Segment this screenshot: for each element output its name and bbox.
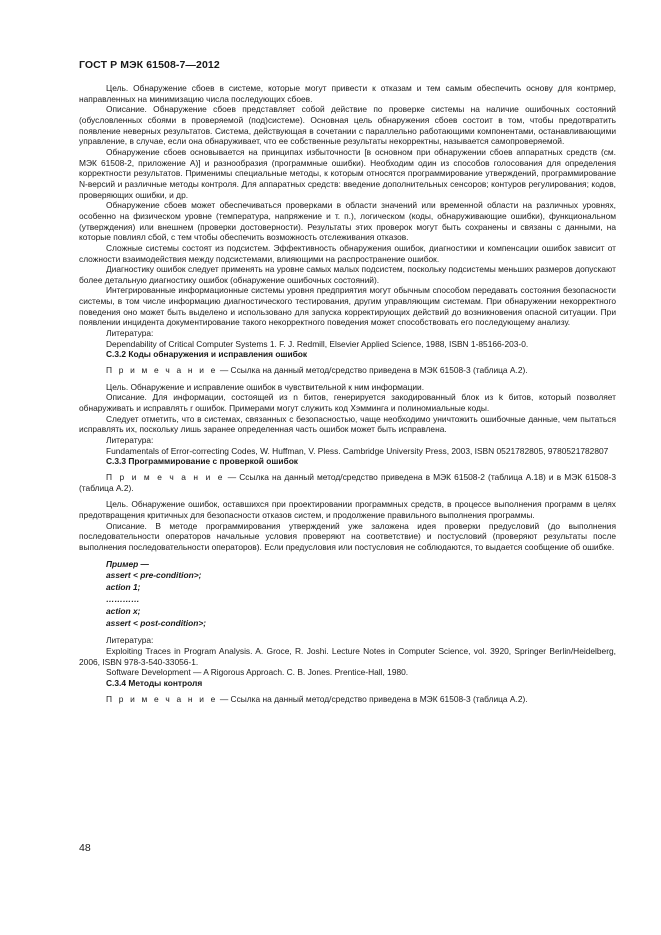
literature-label: Литература: [106, 435, 154, 445]
note-text: — Ссылка на данный метод/средство приведена в МЭК 61508-3 (таблица А.2). [217, 693, 528, 704]
reference: Software Development — A Rigorous Approach. C. B. Jones. Prentice-Hall, 1980. [106, 667, 409, 678]
note-c33 [79, 472, 616, 493]
paragraph: Описание. Для информации, состоящей из n битов, генерируется закодированный блок из k битов, который позволяет обнаруживать и исправлять r ошибок. Примерами могут служить код Хэмминга и полиномиальные коды. [79, 392, 616, 414]
reference: Exploiting Traces in Program Analysis. A. Groce, R. Joshi. Lecture Notes in Computer Science, vol. 3920, Springer Berlin/Heidelberg, 2006, ISBN 978-3-540-33056-1. [79, 646, 616, 667]
paragraph: Обнаружение сбоев может обеспечиваться проверками в области значений или временной области на различных уровнях, особенно на физическом уровне (температура, напряжение и т. п.), логическом (коды, обнаруживающие ошибки), функциональном (утверждения) или внешнем (проверки достоверности). Результаты этих проверок могут быть сохранены и связаны с данными, на которые повлиял сбой, с тем чтобы обеспечить возможность отслеживания отказов. [79, 200, 616, 243]
literature-label: Литература: [106, 635, 154, 646]
paragraph: Описание. В методе программирования утверждений уже заложена идея проверки предусловий (до выполнения последовательности операторов начальные условия проверяют на соответствие) и постусловий (проверяют результаты после выполнения последовательности операторов). Если предусловия или постусловия не соблюдаются, то выдается сообщение об ошибке. [79, 520, 616, 552]
section-heading-c34: С.3.4 Методы контроля [106, 677, 203, 688]
document-header: ГОСТ Р МЭК 61508-7—2012 [79, 59, 220, 71]
paragraph: Обнаружение сбоев основывается на принципах избыточности [в основном при обнаружении сбоев аппаратных средств (см. МЭК 61508-2, приложение А)] и разнообразия (программные ошибки). Необходим один из способов голосования для определения корректности результатов. Применимы специальные методы, к которым относятся программирование утверждений, программирование N-версий и различные методы контроля. Для аппаратных средств: введение дополнительных сенсоров; контуров регулирования; кодов, проверяющих ошибки, и др. [79, 146, 616, 200]
note-label: П р и м е ч а н и е [106, 693, 218, 704]
code-line: assert < post-condition>; [106, 617, 207, 628]
paragraph: Следует отметить, что в системах, связанных с безопасностью, чаще необходимо уничтожить ошибочные данные, чем пытаться исправлять их, поскольку лишь заранее определенная часть ошибок может быть исправлена. [79, 413, 616, 435]
note-c32 [79, 365, 616, 376]
note-c34 [79, 694, 616, 705]
code-line: assert < pre-condition>; [106, 570, 202, 581]
paragraph: Цель. Обнаружение и исправление ошибок в чувствительной к ним информации. [106, 381, 425, 392]
literature-label: Литература: [106, 328, 154, 339]
note-text: — Ссылка на данный метод/средство приведена в МЭК 61508-2 (таблица А.18) и в МЭК 61508-3 (таблица А.2). [79, 471, 617, 493]
paragraph: Диагностику ошибок следует применять на уровне самых малых подсистем, поскольку подсистемы меньших размеров допускают более детальную диагностику ошибок (обнаружение ошибочных состояний). [79, 264, 616, 285]
note-label: П р и м е ч а н и е [106, 471, 225, 482]
note-label: П р и м е ч а н и е [106, 365, 218, 376]
paragraph: Описание. Обнаружение сбоев представляет собой действие по проверке системы на наличие ошибочных состояний (обусловленных сбоями в проверяемой (под)системе). Основная цель обнаружения сбоев состоит в том, чтобы предотвратить появление неверных результатов. Система, действующая в сочетании с параллельно работающими компонентами, останавливающими управление, в случае, если она обнаруживает, что ее собственные результаты некорректны, называется самопроверяемой. [79, 104, 616, 147]
paragraph: Интегрированные информационные системы уровня предприятия могут обычным способом передавать состояния безопасности системы, в том числе информацию диагностического тестирования, другим управляющим системам. При обнаружении некорректного поведения оно может быть выделено и использовано для запуска корректирующих действий до возникновения опасной ситуации. При появлении инцидента документирование такого некорректного поведения может способствовать его последующему анализу. [79, 285, 616, 328]
reference: Dependability of Critical Computer Systems 1. F. J. Redmill, Elsevier Applied Science, 1988, ISBN 1-85166-203-0. [106, 338, 529, 349]
paragraph: Цель. Обнаружение ошибок, оставшихся при проектировании программных средств, в процессе выполнения программ в целях предотвращения критичных для безопасности отказов систем, и продолжение правильного выполнения программы. [79, 499, 616, 520]
section-heading-c32: С.3.2 Коды обнаружения и исправления ошибок [106, 349, 308, 360]
code-line: action x; [106, 605, 141, 616]
code-line: action 1; [106, 582, 141, 593]
document-body [79, 83, 616, 710]
code-line: ………… [106, 593, 140, 604]
reference: Fundamentals of Error-correcting Codes, W. Huffman, V. Pless. Cambridge University Press, 2003, ISBN 0521782805, 9780521782807 [106, 445, 609, 456]
paragraph: Цель. Обнаружение сбоев в системе, которые могут привести к отказам и тем самым обеспечить основу для контрмер, направленных на минимизацию числа последующих сбоев. [79, 83, 616, 104]
code-example [106, 559, 616, 630]
section-heading-c33: С.3.3 Программирование с проверкой ошибок [106, 456, 298, 467]
code-line: Пример — [106, 558, 149, 569]
paragraph: Сложные системы состоят из подсистем. Эффективность обнаружения ошибок, диагностики и компенсации ошибок зависит от сложности взаимодействия между подсистемами, влияющими на распространение ошибок. [79, 242, 616, 264]
page-number: 48 [79, 842, 91, 854]
note-text: — Ссылка на данный метод/средство приведена в МЭК 61508-3 (таблица А.2). [217, 365, 528, 376]
